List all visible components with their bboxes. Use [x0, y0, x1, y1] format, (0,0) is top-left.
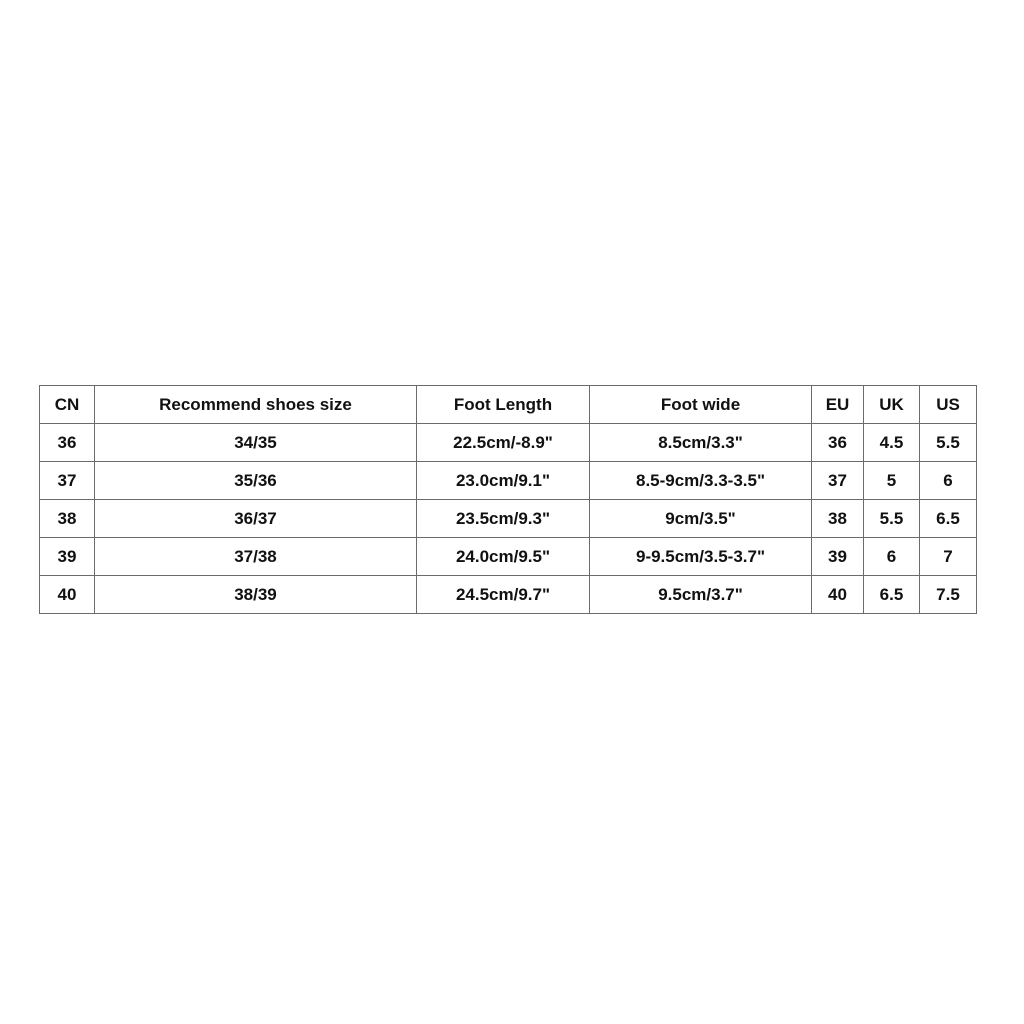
cell-eu: 38 [812, 500, 864, 538]
cell-us: 6 [920, 462, 977, 500]
table-row [40, 462, 977, 500]
cell-uk: 4.5 [864, 424, 920, 462]
cell-foot-length: 23.0cm/9.1" [417, 462, 590, 500]
table-row [40, 576, 977, 614]
cell-eu: 36 [812, 424, 864, 462]
cell-eu: 40 [812, 576, 864, 614]
cell-us: 7.5 [920, 576, 977, 614]
cell-foot-length: 22.5cm/-8.9" [417, 424, 590, 462]
table-header [40, 386, 977, 424]
cell-recommend-size: 37/38 [95, 538, 417, 576]
header-foot-wide: Foot wide [590, 386, 812, 424]
cell-cn: 40 [40, 576, 95, 614]
cell-cn: 39 [40, 538, 95, 576]
cell-foot-wide: 8.5cm/3.3" [590, 424, 812, 462]
cell-us: 6.5 [920, 500, 977, 538]
cell-recommend-size: 34/35 [95, 424, 417, 462]
cell-recommend-size: 35/36 [95, 462, 417, 500]
cell-foot-wide: 9.5cm/3.7" [590, 576, 812, 614]
cell-foot-length: 23.5cm/9.3" [417, 500, 590, 538]
cell-eu: 39 [812, 538, 864, 576]
cell-cn: 38 [40, 500, 95, 538]
table-body [40, 424, 977, 614]
table-row [40, 424, 977, 462]
cell-uk: 5 [864, 462, 920, 500]
header-foot-length: Foot Length [417, 386, 590, 424]
cell-recommend-size: 38/39 [95, 576, 417, 614]
cell-us: 7 [920, 538, 977, 576]
cell-foot-length: 24.0cm/9.5" [417, 538, 590, 576]
cell-us: 5.5 [920, 424, 977, 462]
header-cn: CN [40, 386, 95, 424]
cell-foot-wide: 8.5-9cm/3.3-3.5" [590, 462, 812, 500]
header-recommend-size: Recommend shoes size [95, 386, 417, 424]
cell-foot-wide: 9cm/3.5" [590, 500, 812, 538]
cell-eu: 37 [812, 462, 864, 500]
header-us: US [920, 386, 977, 424]
table-row [40, 538, 977, 576]
header-uk: UK [864, 386, 920, 424]
header-row [40, 386, 977, 424]
cell-foot-wide: 9-9.5cm/3.5-3.7" [590, 538, 812, 576]
cell-cn: 37 [40, 462, 95, 500]
cell-uk: 6 [864, 538, 920, 576]
cell-foot-length: 24.5cm/9.7" [417, 576, 590, 614]
size-chart-table [39, 385, 977, 614]
cell-cn: 36 [40, 424, 95, 462]
table-row [40, 500, 977, 538]
cell-uk: 6.5 [864, 576, 920, 614]
cell-recommend-size: 36/37 [95, 500, 417, 538]
cell-uk: 5.5 [864, 500, 920, 538]
header-eu: EU [812, 386, 864, 424]
